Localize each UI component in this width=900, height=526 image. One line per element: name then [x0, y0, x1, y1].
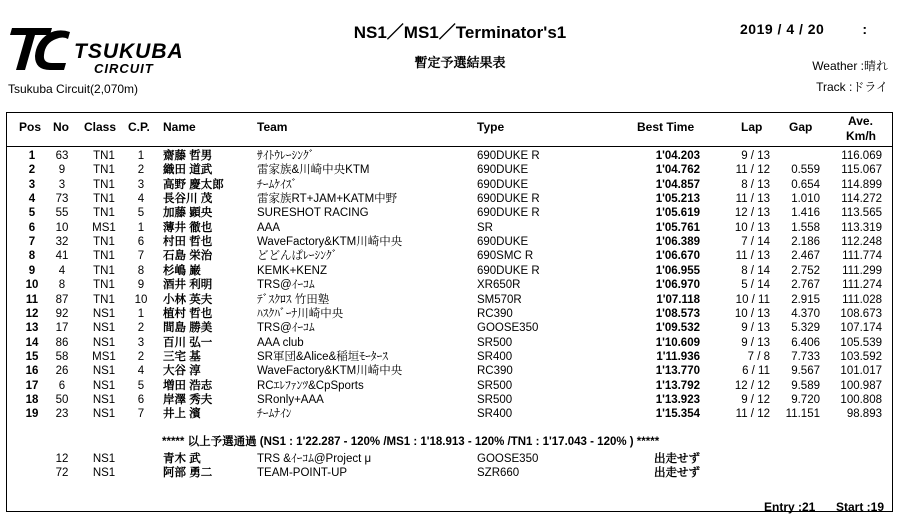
gap-cell: 2.767: [791, 279, 820, 292]
class-cell: TN1: [93, 207, 115, 220]
average-speed-cell: 105.539: [840, 336, 882, 349]
page-title: NS1／MS1／Terminator's1: [353, 23, 567, 42]
machine-type-cell: SR500: [477, 393, 513, 406]
best-time-cell: 1'05.619: [655, 207, 700, 220]
number-cell: 50: [55, 393, 69, 406]
class-position-cell: 6: [137, 236, 145, 249]
team-cell: TRS@ｲｰｺﾑ: [257, 322, 315, 335]
best-time-cell: 1'09.532: [655, 322, 700, 335]
gap-cell: 6.406: [791, 336, 820, 349]
average-speed-cell: 111.774: [842, 250, 882, 263]
logo-tsukuba-text: TSUKUBA: [74, 40, 184, 63]
machine-type-cell: RC390: [477, 307, 513, 320]
header-type: Type: [477, 120, 505, 134]
team-cell: TRS@ｲｰｺﾑ: [257, 279, 315, 292]
best-time-cell: 1'08.573: [655, 307, 700, 320]
class-cell: NS1: [92, 379, 116, 392]
machine-type-cell: 690DUKE: [477, 178, 529, 191]
number-cell: 3: [58, 178, 66, 191]
average-speed-cell: 112.248: [841, 236, 882, 249]
number-cell: 17: [55, 322, 69, 335]
gap-cell: 11.151: [785, 408, 820, 421]
lap-cell: 9 / 13: [741, 336, 770, 349]
result-row: [0, 150, 900, 163]
class-position-cell: 4: [137, 365, 145, 378]
machine-type-cell: SR500: [477, 379, 513, 392]
average-speed-cell: 111.028: [842, 293, 882, 306]
rider-name-cell: 小林 英夫: [163, 293, 213, 306]
lap-cell: 11 / 13: [735, 250, 770, 263]
pos-cell: 1: [28, 150, 36, 162]
pos-cell: 19: [25, 408, 39, 421]
average-speed-cell: 108.673: [840, 307, 882, 320]
tsukuba-circuit-logo: [8, 24, 208, 76]
result-row: [0, 265, 900, 278]
gap-cell: 2.186: [791, 236, 820, 249]
gap-cell: 5.329: [791, 322, 820, 335]
header-kmh: Km/h: [846, 129, 876, 143]
lap-cell: 11 / 12: [735, 408, 770, 421]
number-cell: 10: [55, 221, 69, 234]
gap-cell: 4.370: [791, 307, 820, 320]
lap-cell: 8 / 14: [741, 264, 770, 277]
result-row: [0, 322, 900, 335]
average-speed-cell: 101.017: [840, 365, 882, 378]
lap-cell: 9 / 13: [741, 150, 770, 162]
class-cell: TN1: [93, 250, 115, 263]
number-cell: 9: [58, 164, 66, 177]
number-cell: 32: [55, 236, 69, 249]
circuit-name: Tsukuba Circuit(2,070m): [8, 82, 139, 96]
team-cell: 雷家族&川崎中央KTM: [257, 164, 370, 177]
gap-cell: 2.752: [791, 264, 820, 277]
machine-type-cell: SR500: [477, 336, 513, 349]
best-time-cell: 1'13.792: [655, 379, 700, 392]
team-cell: WaveFactory&KTM川崎中央: [257, 236, 403, 249]
pos-cell: 18: [25, 393, 39, 406]
best-time-cell: 出走せず: [654, 453, 700, 465]
result-row: [0, 308, 900, 321]
dns-row: [0, 467, 900, 480]
pos-cell: 15: [25, 350, 39, 363]
class-position-cell: 5: [137, 379, 145, 392]
lap-cell: 10 / 11: [735, 293, 770, 306]
machine-type-cell: 690SMC R: [477, 250, 534, 263]
class-cell: TN1: [93, 264, 115, 277]
header-name: Name: [163, 120, 196, 134]
logo-circuit-text: CIRCUIT: [94, 61, 154, 76]
number-cell: 12: [55, 453, 69, 465]
class-cell: TN1: [93, 178, 115, 191]
class-cell: TN1: [93, 193, 115, 206]
best-time-cell: 出走せず: [654, 467, 700, 479]
best-time-cell: 1'15.354: [655, 408, 700, 421]
average-speed-cell: 111.274: [842, 279, 882, 292]
class-cell: TN1: [93, 150, 115, 162]
lap-cell: 12 / 12: [734, 379, 770, 392]
number-cell: 86: [55, 336, 69, 349]
team-cell: ﾊｽｸﾊﾞｰﾅ川崎中央: [257, 307, 344, 320]
gap-cell: 9.720: [791, 393, 820, 406]
header-no: No: [53, 120, 69, 134]
team-cell: ﾁｰﾑｹｲｽﾞ: [257, 178, 298, 191]
number-cell: 8: [58, 279, 66, 292]
best-time-cell: 1'13.923: [655, 393, 700, 406]
class-position-cell: 2: [137, 322, 145, 335]
average-speed-cell: 113.319: [841, 221, 882, 234]
date-value: 2019 / 4 / 20: [740, 21, 825, 37]
pos-cell: 5: [28, 207, 36, 220]
rider-name-cell: 三宅 基: [163, 350, 201, 363]
result-row: [0, 365, 900, 378]
weather-info: Weather :晴れ: [812, 59, 888, 73]
number-cell: 26: [55, 365, 69, 378]
header-gap: Gap: [789, 120, 813, 134]
lap-cell: 10 / 13: [734, 221, 770, 234]
team-cell: RCｴﾚﾌｧﾝﾂ&CpSports: [257, 379, 364, 392]
header-lap: Lap: [741, 120, 763, 134]
best-time-cell: 1'06.389: [655, 236, 700, 249]
class-cell: NS1: [92, 467, 116, 479]
average-speed-cell: 98.893: [846, 408, 882, 421]
rider-name-cell: 井上 濱: [163, 408, 201, 421]
pos-cell: 2: [28, 164, 36, 177]
pos-cell: 7: [28, 236, 36, 249]
machine-type-cell: SR400: [477, 350, 513, 363]
number-cell: 4: [58, 264, 66, 277]
lap-cell: 11 / 12: [735, 164, 770, 177]
team-cell: WaveFactory&KTM川崎中央: [257, 365, 403, 378]
result-row: [0, 351, 900, 364]
gap-cell: 1.558: [791, 221, 820, 234]
rider-name-cell: 岸澤 秀夫: [163, 393, 213, 406]
gap-cell: 2.467: [791, 250, 820, 263]
rider-name-cell: 大谷 淳: [163, 365, 201, 378]
result-row: [0, 337, 900, 350]
team-cell: ﾃﾞｽｸﾛｽ 竹田塾: [257, 293, 330, 306]
class-position-cell: 9: [137, 279, 145, 292]
team-cell: AAA club: [257, 336, 304, 349]
machine-type-cell: 690DUKE: [477, 236, 529, 249]
number-cell: 73: [55, 193, 69, 206]
lap-cell: 8 / 13: [741, 178, 770, 191]
average-speed-cell: 113.565: [841, 207, 882, 220]
rider-name-cell: 青木 武: [163, 453, 201, 465]
average-speed-cell: 100.808: [840, 393, 882, 406]
class-cell: TN1: [93, 293, 115, 306]
team-cell: どどんぱﾚｰｼﾝｸﾞ: [257, 250, 338, 263]
result-row: [0, 408, 900, 421]
lap-cell: 12 / 13: [734, 207, 770, 220]
lap-cell: 10 / 13: [734, 307, 770, 320]
result-row: [0, 236, 900, 249]
lap-cell: 5 / 14: [741, 279, 770, 292]
result-row: [0, 222, 900, 235]
machine-type-cell: XR650R: [477, 279, 521, 292]
class-position-cell: 8: [137, 264, 145, 277]
number-cell: 55: [55, 207, 69, 220]
event-date: [740, 21, 868, 37]
class-cell: MS1: [92, 221, 116, 234]
team-cell: 雷家族RT+JAM+KATM中野: [257, 193, 398, 206]
class-cell: NS1: [92, 393, 116, 406]
average-speed-cell: 103.592: [840, 350, 882, 363]
class-position-cell: 1: [137, 307, 145, 320]
class-cell: NS1: [92, 307, 116, 320]
rider-name-cell: 齋藤 哲男: [163, 150, 213, 162]
rider-name-cell: 間島 勝美: [163, 322, 213, 335]
header-cp: C.P.: [128, 120, 150, 134]
lap-cell: 9 / 13: [741, 322, 770, 335]
team-cell: AAA: [257, 221, 281, 234]
best-time-cell: 1'06.955: [655, 264, 700, 277]
number-cell: 58: [55, 350, 69, 363]
class-position-cell: 6: [137, 393, 145, 406]
team-cell: SRonly+AAA: [257, 393, 324, 406]
average-speed-cell: 115.067: [841, 164, 882, 177]
rider-name-cell: 加藤 顕央: [163, 207, 213, 220]
machine-type-cell: GOOSE350: [477, 322, 539, 335]
team-cell: SURESHOT RACING: [257, 207, 369, 220]
gap-cell: 0.559: [791, 164, 820, 177]
class-position-cell: 2: [137, 164, 145, 177]
rider-name-cell: 酒井 利明: [163, 279, 213, 292]
team-cell: SR軍団&Alice&稲垣ﾓｰﾀｰｽ: [257, 350, 388, 363]
rider-name-cell: 杉嶋 巌: [163, 264, 201, 277]
best-time-cell: 1'05.761: [655, 221, 700, 234]
page-subtitle: 暫定予選結果表: [414, 55, 506, 70]
result-row: [0, 193, 900, 206]
pos-cell: 14: [25, 336, 39, 349]
number-cell: 72: [55, 467, 69, 479]
class-cell: MS1: [92, 350, 116, 363]
gap-cell: 1.010: [791, 193, 820, 206]
machine-type-cell: SR400: [477, 408, 513, 421]
result-row: [0, 394, 900, 407]
result-row: [0, 279, 900, 292]
average-speed-cell: 100.987: [840, 379, 882, 392]
average-speed-cell: 107.174: [840, 322, 882, 335]
pos-cell: 8: [28, 250, 36, 263]
class-cell: NS1: [92, 336, 116, 349]
header-class: Class: [84, 120, 117, 134]
class-position-cell: 7: [137, 408, 145, 421]
number-cell: 92: [55, 307, 69, 320]
best-time-cell: 1'04.857: [655, 178, 700, 191]
class-position-cell: 1: [137, 221, 145, 234]
lap-cell: 11 / 13: [735, 193, 770, 206]
team-cell: TRS &ｲｰｺﾑ@Project μ: [257, 453, 372, 465]
number-cell: 23: [55, 408, 69, 421]
rider-name-cell: 長谷川 茂: [163, 193, 213, 206]
lap-cell: 7 / 8: [747, 350, 770, 363]
track-info: Track :ドライ: [816, 80, 888, 94]
pos-cell: 16: [25, 365, 39, 378]
qualifying-note: ***** 以上予選通過 (NS1 : 1'22.287 - 120% /MS1 : 1'18.913 - 120% /TN1 : 1'17.043 - 120% ) *****: [162, 436, 660, 448]
team-cell: ﾁｰﾑﾅｲﾝ: [257, 408, 292, 421]
best-time-cell: 1'06.970: [655, 279, 700, 292]
gap-cell: 0.654: [791, 178, 820, 191]
result-row: [0, 380, 900, 393]
best-time-cell: 1'13.770: [655, 365, 700, 378]
gap-cell: 9.567: [791, 365, 820, 378]
best-time-cell: 1'10.609: [655, 336, 700, 349]
rider-name-cell: 織田 道武: [163, 164, 213, 177]
machine-type-cell: SZR660: [477, 467, 520, 479]
best-time-cell: 1'04.762: [655, 164, 700, 177]
entry-count: Entry :21: [764, 500, 816, 514]
rider-name-cell: 薄井 徹也: [163, 221, 213, 234]
pos-cell: 11: [25, 293, 39, 306]
machine-type-cell: GOOSE350: [477, 453, 539, 465]
machine-type-cell: RC390: [477, 365, 513, 378]
pos-cell: 9: [28, 264, 36, 277]
date-colon: :: [862, 21, 868, 37]
gap-cell: 9.589: [791, 379, 820, 392]
class-position-cell: 10: [134, 293, 148, 306]
pos-cell: 12: [25, 307, 39, 320]
class-cell: TN1: [93, 279, 115, 292]
pos-cell: 3: [28, 178, 36, 191]
header-best-time: Best Time: [637, 120, 695, 134]
machine-type-cell: 690DUKE: [477, 164, 529, 177]
lap-cell: 6 / 11: [742, 365, 770, 378]
rider-name-cell: 植村 哲也: [163, 307, 213, 320]
machine-type-cell: SM570R: [477, 293, 522, 306]
class-cell: TN1: [93, 236, 115, 249]
machine-type-cell: 690DUKE R: [477, 193, 540, 206]
rider-name-cell: 高野 慶太郎: [163, 178, 224, 191]
class-position-cell: 3: [137, 178, 145, 191]
result-row: [0, 294, 900, 307]
class-cell: NS1: [92, 322, 116, 335]
machine-type-cell: SR: [477, 221, 493, 234]
average-speed-cell: 116.069: [841, 150, 882, 162]
pos-cell: 4: [28, 193, 36, 206]
team-cell: KEMK+KENZ: [257, 264, 327, 277]
class-cell: NS1: [92, 365, 116, 378]
class-position-cell: 5: [137, 207, 145, 220]
average-speed-cell: 111.299: [842, 264, 882, 277]
pos-cell: 17: [25, 379, 39, 392]
pos-cell: 10: [25, 279, 39, 292]
best-time-cell: 1'06.670: [655, 250, 700, 263]
gap-cell: 2.915: [791, 293, 820, 306]
header-divider: [6, 146, 893, 147]
average-speed-cell: 114.272: [841, 193, 882, 206]
result-row: [0, 207, 900, 220]
pos-cell: 6: [28, 221, 36, 234]
class-cell: TN1: [93, 164, 115, 177]
machine-type-cell: 690DUKE R: [477, 207, 540, 220]
best-time-cell: 1'11.936: [656, 350, 700, 363]
class-cell: NS1: [92, 453, 116, 465]
team-cell: ｻｲﾄｳﾚｰｼﾝｸﾞ: [257, 150, 315, 162]
best-time-cell: 1'07.118: [656, 293, 700, 306]
lap-cell: 7 / 14: [741, 236, 770, 249]
rider-name-cell: 阿部 勇二: [163, 467, 213, 479]
dns-row: [0, 453, 900, 466]
average-speed-cell: 114.899: [841, 178, 882, 191]
number-cell: 63: [55, 150, 69, 162]
best-time-cell: 1'05.213: [655, 193, 700, 206]
machine-type-cell: 690DUKE R: [477, 150, 540, 162]
class-position-cell: 7: [137, 250, 145, 263]
number-cell: 41: [55, 250, 69, 263]
result-row: [0, 250, 900, 263]
header-team: Team: [257, 120, 288, 134]
class-cell: NS1: [92, 408, 116, 421]
start-count: Start :19: [836, 500, 885, 514]
rider-name-cell: 石島 栄治: [163, 250, 213, 263]
machine-type-cell: 690DUKE R: [477, 264, 540, 277]
class-position-cell: 4: [137, 193, 145, 206]
class-position-cell: 3: [137, 336, 145, 349]
result-row: [0, 164, 900, 177]
team-cell: TEAM-POINT-UP: [257, 467, 348, 479]
gap-cell: 7.733: [791, 350, 820, 363]
result-row: [0, 179, 900, 192]
class-position-cell: 2: [137, 350, 145, 363]
rider-name-cell: 村田 哲也: [163, 236, 213, 249]
pos-cell: 13: [25, 322, 39, 335]
lap-cell: 9 / 12: [741, 393, 770, 406]
number-cell: 6: [58, 379, 66, 392]
best-time-cell: 1'04.203: [655, 150, 700, 162]
header-ave: Ave.: [848, 114, 873, 128]
number-cell: 87: [55, 293, 69, 306]
gap-cell: 1.416: [791, 207, 820, 220]
rider-name-cell: 増田 浩志: [163, 379, 213, 392]
rider-name-cell: 百川 弘一: [163, 336, 213, 349]
header-pos: Pos: [19, 120, 42, 134]
class-position-cell: 1: [137, 150, 145, 162]
